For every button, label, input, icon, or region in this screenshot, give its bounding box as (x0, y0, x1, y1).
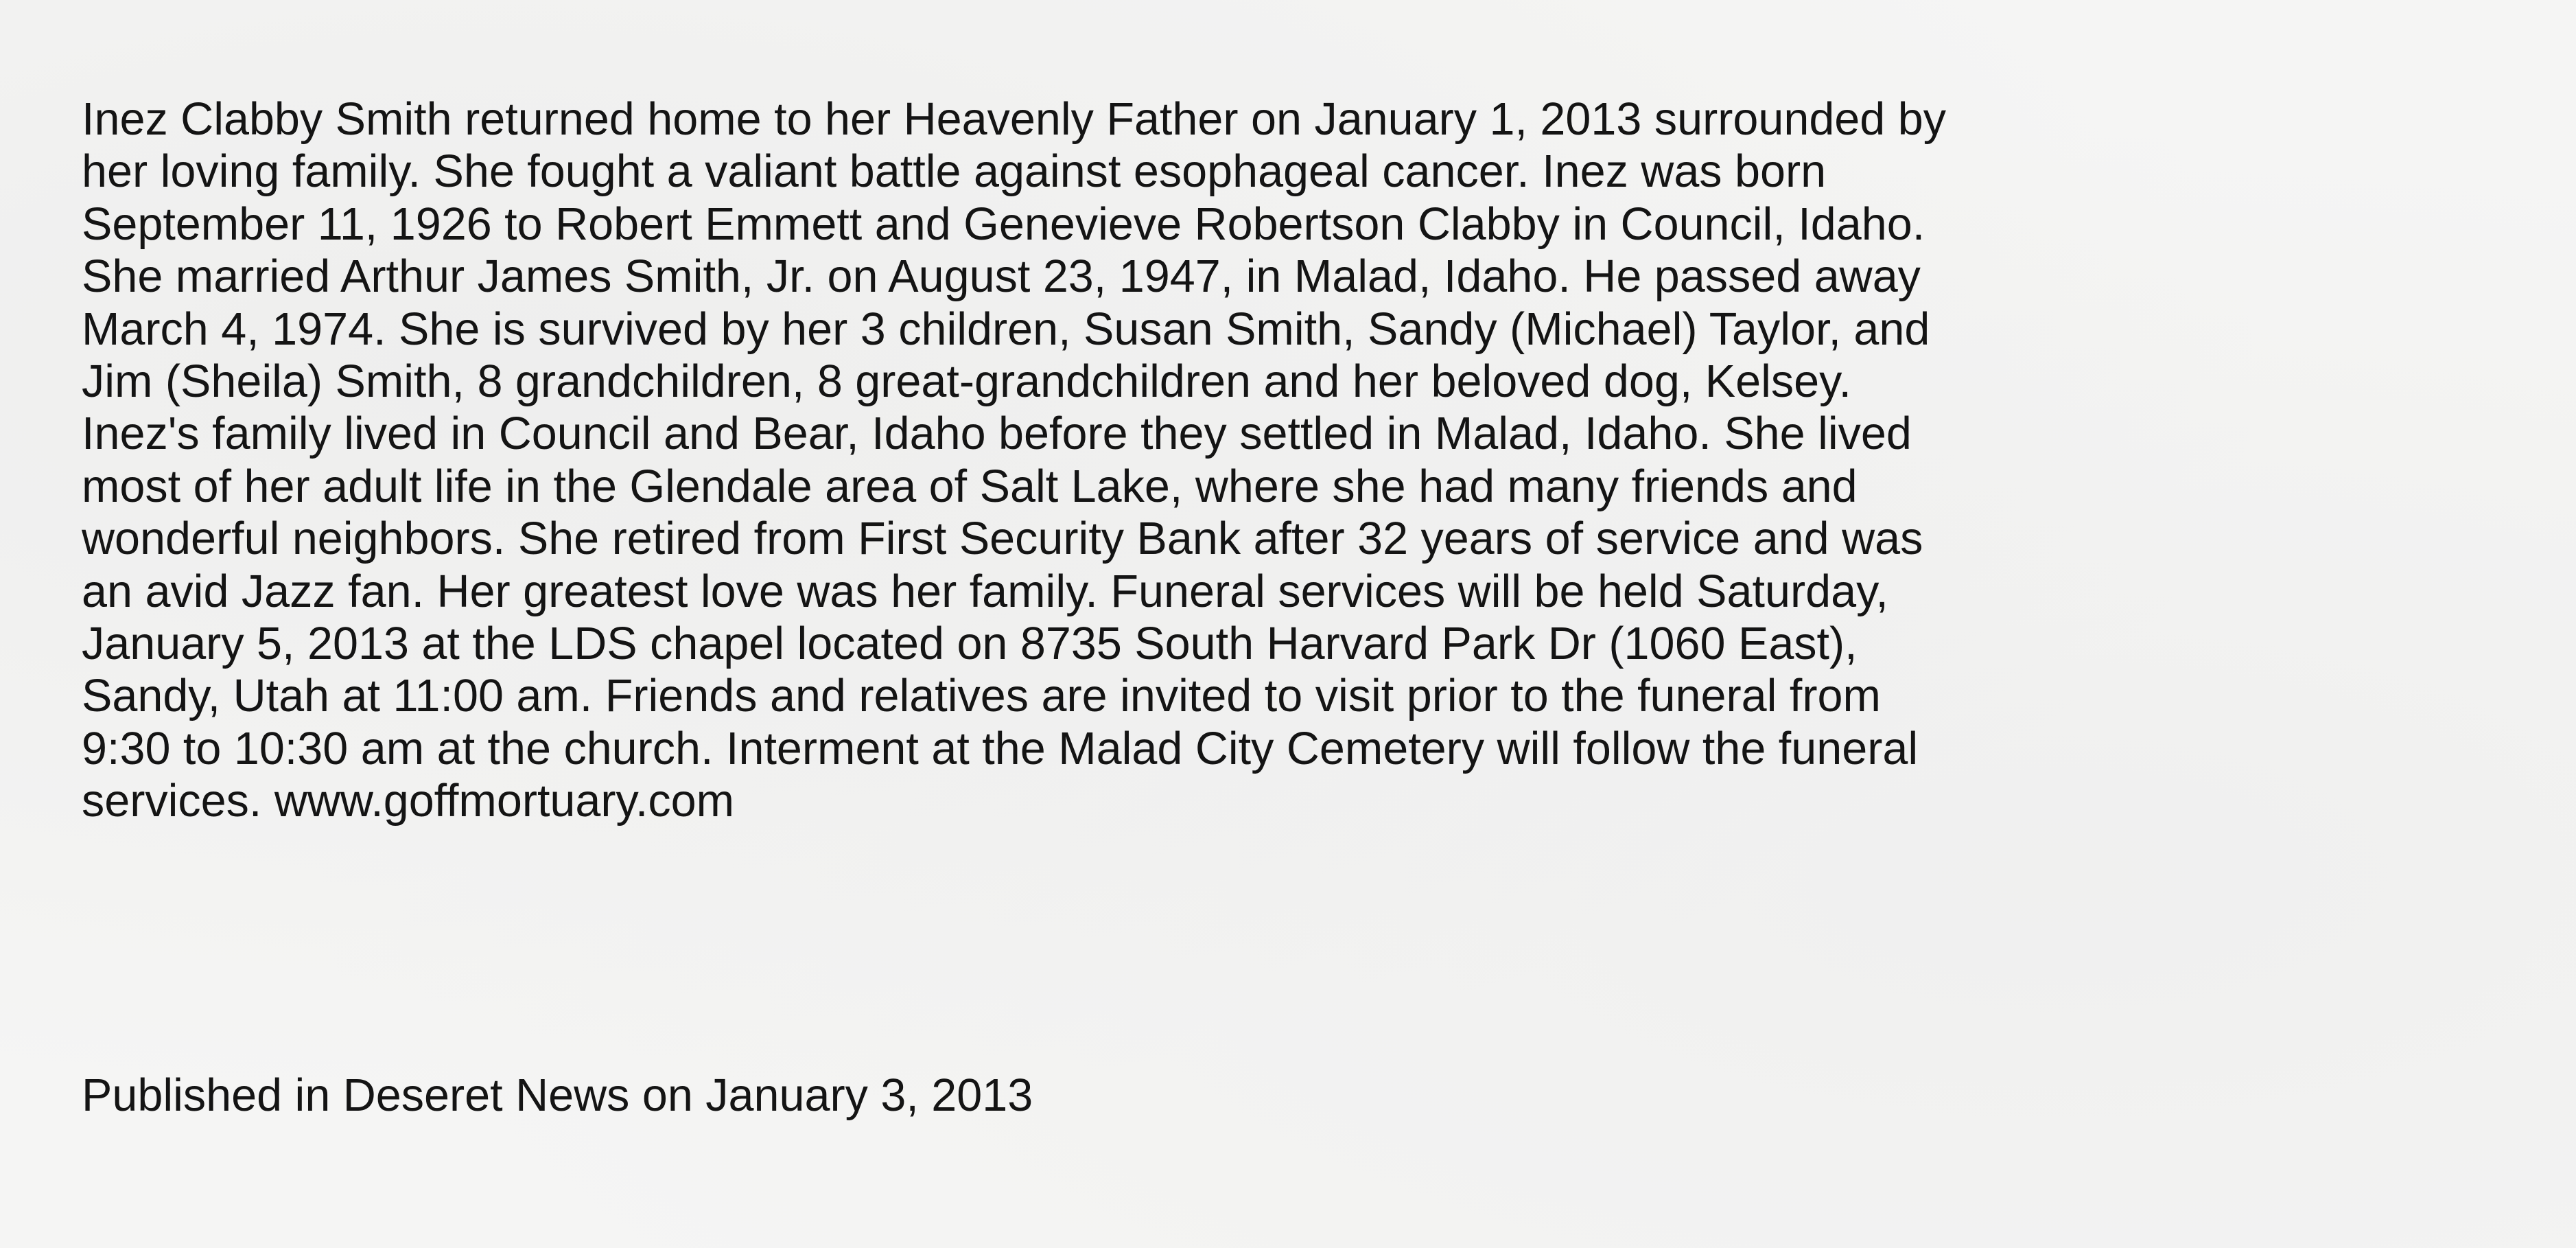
obituary-line: Inez's family lived in Council and Bear, Idaho before they settled in Malad, Idaho. She lived (82, 408, 1912, 460)
obituary-line: March 4, 1974. She is survived by her 3 children, Susan Smith, Sandy (Michael) Taylor, and (82, 303, 1930, 355)
obituary-line: Jim (Sheila) Smith, 8 grandchildren, 8 great-grandchildren and her beloved dog, Kelsey. (82, 356, 1851, 408)
obituary-line: January 5, 2013 at the LDS chapel located on 8735 South Harvard Park Dr (1060 East), (82, 619, 1858, 670)
obituary-line: Sandy, Utah at 11:00 am. Friends and relatives are invited to visit prior to the funeral from (82, 671, 1881, 722)
obituary-line: wonderful neighbors. She retired from First Security Bank after 32 years of service and was (82, 513, 1923, 565)
obituary-line: She married Arthur James Smith, Jr. on August 23, 1947, in Malad, Idaho. He passed away (82, 251, 1921, 303)
obituary-line: services. www.goffmortuary.com (82, 776, 734, 827)
obituary-line: September 11, 1926 to Robert Emmett and Genevieve Robertson Clabby in Council, Idaho. (82, 198, 1925, 250)
obituary-text (82, 93, 2525, 828)
obituary-line: Inez Clabby Smith returned home to her Heavenly Father on January 1, 2013 surrounded by (82, 94, 1946, 145)
obituary-line: her loving family. She fought a valiant battle against esophageal cancer. Inez was born (82, 146, 1827, 198)
publication-note: Published in Deseret News on January 3, 2013 (82, 1070, 1033, 1121)
obituary-line: most of her adult life in the Glendale area of Salt Lake, where she had many friends and (82, 461, 1858, 512)
obituary-line: 9:30 to 10:30 am at the church. Interment at the Malad City Cemetery will follow the funeral (82, 723, 1919, 774)
obituary-line: an avid Jazz fan. Her greatest love was her family. Funeral services will be held Saturday, (82, 566, 1888, 617)
